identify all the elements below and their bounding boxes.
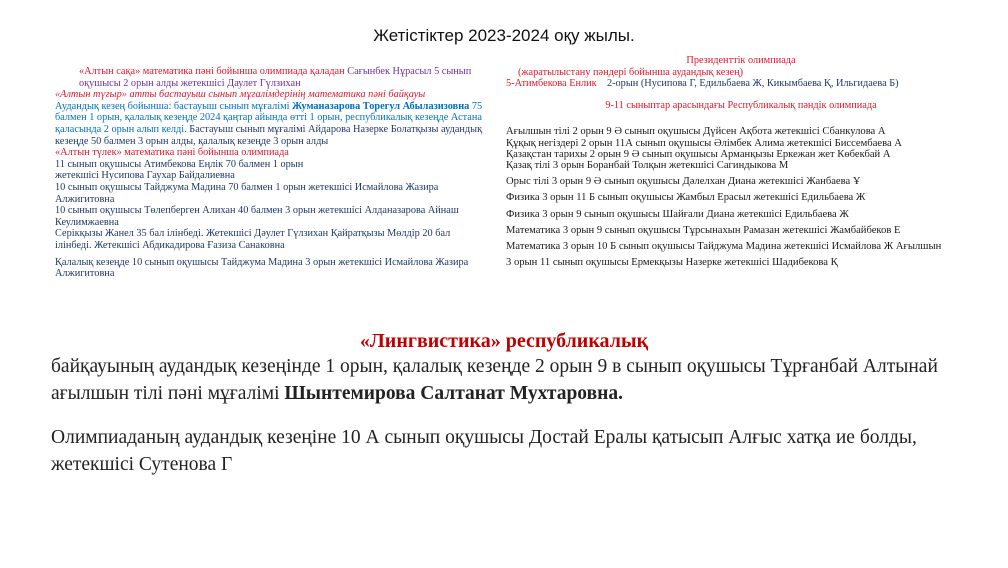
president-result: 2-орын (Нусипова Г, Едильбаева Ж, Кикымбаева Қ, Ильгидаева Б)	[606, 78, 899, 90]
linguistics-text: байқауының аудандық кезеңінде 1 орын, қалалық кезеңде 2 орын 9 в сынып оқушысы Тұрғанбай Алтынай ағылшын тілі пәні мұғалімі	[51, 356, 938, 404]
linguistics-paragraph	[51, 353, 971, 407]
republic-result: Ағылшын тілі 2 орын 9 Ә сынып оқушысы Дүйсен Ақбота жетекшісі Сбанкулова А	[506, 126, 886, 138]
republic-result: Физика 3 орын 9 сынып оқушысы Шайғали Диана жетекшісі Едильбаева Ж	[506, 208, 849, 220]
republic-result: Қазақ тілі 3 орын Боранбай Толқын жетекшісі Сагиндыкова М	[506, 159, 789, 171]
altyn-tulek-line: 10 сынып оқушысы Төлепберген Алихан 40 балмен 3 орын жетекшісі Алданазарова Айнаш Кеулимжаевна	[55, 205, 459, 228]
altyn-tulek-line: жетекшісі Нусипова Гаухар Байдалиевна	[55, 170, 235, 182]
altyn-tuyir-title: «Алтын түғыр» атты бастауыш сынып мұғалімдерінің математика пәні байқауы	[55, 89, 426, 101]
linguistics-teacher: Шынтемирова Салтанат Мухтаровна.	[284, 383, 623, 404]
altyn-tuyir-result: 75 балмен 1 орын, қалалық кезеңде 2024 қаңтар айында өтті 1 орын, республикалық кезеңде Астана қаласында 2 орын алып келді.	[55, 100, 483, 135]
republic-result: Орыс тілі 3 орын 9 Ә сынып оқушысы Дәлелхан Диана жетекшісі Жанбаева Ұ	[506, 176, 861, 188]
altyn-tuyir-block	[55, 101, 485, 147]
aidarova-result: Бастауыш сынып мұғалімі Айдарова Назерке Болатқызы аудандық кезеңде 50 балмен 3 орын алды, қалалық кезеңде 3 орын алды	[55, 123, 483, 147]
altyn-tulek-line: Серікқызы Жанел 35 бал ілінбеді. Жетекшісі Дәулет Гүлзихан Қайратқызы Мөлдір 20 бал ілінбеді. Жетекшісі Абдикадирова Ғазиза Санаковна	[55, 228, 451, 251]
president-olympiad-title: Президенттік олимпиада	[686, 55, 796, 66]
altyn-tuyir-prefix: Аудандық кезең бойынша: бастауыш сынып мұғалімі	[55, 100, 290, 112]
right-column	[506, 55, 976, 268]
page-title: Жетістіктер 2023-2024 оқу жылы.	[373, 26, 635, 45]
republic-result: 3 орын 11 сынып оқушысы Ермекқызы Назерке жетекшісі Шадибекова Қ	[506, 257, 838, 269]
olympiad-paragraph: Олимпиаданың аудандық кезеңіне 10 А сынып оқушысы Достай Ералы қатысып Алғыс хатқа ие болды, жетекшісі Сутенова Г	[51, 427, 917, 475]
altyn-tuyir-name: Жуманазарова Торегул Абылазизовна	[292, 100, 470, 112]
republic-result: Құқық негіздері 2 орын 11А сынып оқушысы Әлімбек Алима жетекшісі Биссембаева А	[506, 137, 902, 149]
republic-result: Математика 3 орын 9 сынып оқушысы Тұрсынахын Рамазан жетекшісі Жамбайбеков Е	[506, 224, 901, 236]
president-student: 5-Атимбекова Енлик	[506, 78, 597, 90]
altyn-saka-result: Сағынбек Нұрасыл 5 сынып оқушысы 2 орын алды жетекшісі Даулет Гүлзихан	[79, 66, 472, 89]
altyn-tulek-title: «Алтын түлек» математика пәні бойынша олимпиада	[55, 147, 289, 159]
republic-result: Физика 3 орын 11 Б сынып оқушысы Жамбыл Ерасыл жетекшісі Едильбаева Ж	[506, 192, 866, 204]
republic-result: Математика 3 орын 10 Б сынып оқушысы Тайджума Мадина жетекшісі Исмайлова Ж Ағылшын	[506, 241, 942, 252]
altyn-tulek-line: 10 сынып оқушысы Тайджума Мадина 70 балмен 1 орын жетекшісі Исмайлова Жазира Алжигитовна	[55, 181, 439, 205]
linguistics-title: «Лингвистика» республикалық	[359, 330, 649, 352]
city-stage-result: Қалалық кезеңде 10 сынып оқушысы Тайджума Мадина 3 орын жетекшісі Исмайлова Жазира Алжигитовна	[55, 256, 469, 280]
altyn-saka-title: «Алтын сақа» математика пәні бойынша олимпиада қаладан	[79, 66, 345, 77]
republic-result: Қазақстан тарихы 2 орын 9 Ә сынып оқушысы Арманқызы Еркежан жет Көбекбай А	[506, 148, 891, 160]
altyn-saka-block	[55, 66, 485, 89]
altyn-tulek-line: 11 сынып оқушысы Атимбекова Еңлік 70 балмен 1 орын	[55, 158, 304, 170]
president-olympiad-result	[506, 78, 976, 90]
left-column	[55, 66, 485, 280]
president-olympiad-subtitle: (жаратылыстану пәндері бойынша аудандық кезең)	[518, 66, 744, 78]
republic-olympiad-title: 9-11 сыныптар арасындағы Республикалық пәндік олимпиада	[605, 99, 877, 111]
